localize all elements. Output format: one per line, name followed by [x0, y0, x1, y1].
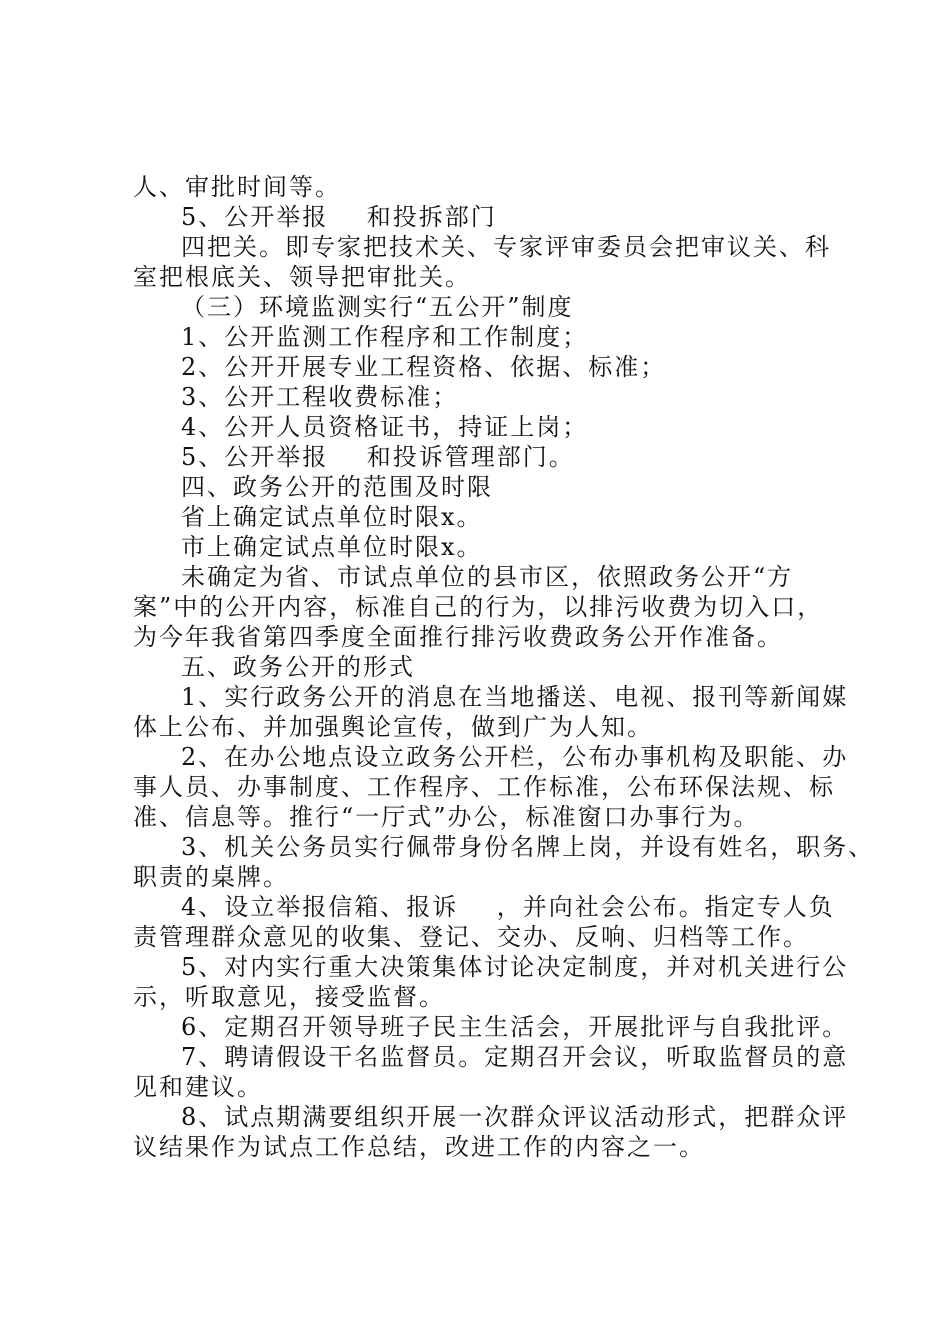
text-line: 体上公布、并加强舆论宣传，做到广为人知。	[133, 713, 653, 741]
text-line: 1、实行政务公开的消息在当地播送、电视、报刊等新闻媒	[181, 683, 849, 711]
text-line: 4、公开人员资格证书，持证上岗；	[181, 413, 589, 441]
text-line: 省上确定试点单位时限x。	[181, 503, 483, 531]
text-line: 4、设立举报信箱、报诉 ，并向社会公布。指定专人负	[181, 893, 835, 921]
text-line: 室把根底关、领导把审批关。	[133, 263, 471, 291]
text-line: （三）环境监测实行“五公开”制度	[181, 293, 574, 321]
text-line: 5、公开举报 和投拆部门	[181, 203, 497, 231]
text-line: 四把关。即专家把技术关、专家评审委员会把审议关、科	[181, 233, 831, 261]
text-line: 8、试点期满要组织开展一次群众评议活动形式，把群众评	[181, 1103, 849, 1131]
text-line: 3、机关公务员实行佩带身份名牌上岗，并设有姓名，职务、	[181, 833, 875, 861]
text-line: 准、信息等。推行“一厅式”办公，标准窗口办事行为。	[133, 803, 760, 831]
text-line: 7、聘请假设干名监督员。定期召开会议，听取监督员的意	[181, 1043, 849, 1071]
document-body	[133, 172, 875, 1162]
text-line: 议结果作为试点工作总结，改进工作的内容之一。	[133, 1133, 705, 1161]
text-line: 6、定期召开领导班子民主生活会，开展批评与自我批评。	[181, 1013, 849, 1041]
text-line: 责管理群众意见的收集、登记、交办、反响、归档等工作。	[133, 923, 809, 951]
text-line: 未确定为省、市试点单位的县市区，依照政务公开“方	[181, 563, 794, 591]
text-line: 人、审批时间等。	[133, 173, 341, 201]
text-line: 2、公开开展专业工程资格、依据、标准；	[181, 353, 667, 381]
text-line: 市上确定试点单位时限x。	[181, 533, 483, 561]
text-line: 事人员、办事制度、工作程序、工作标准，公布环保法规、标	[133, 773, 835, 801]
text-line: 5、对内实行重大决策集体讨论决定制度，并对机关进行公	[181, 953, 849, 981]
section-heading: 四、政务公开的范围及时限	[181, 473, 493, 501]
text-line: 3、公开工程收费标准；	[181, 383, 459, 411]
text-line: 2、在办公地点设立政务公开栏，公布办事机构及职能、办	[181, 743, 849, 771]
text-line: 1、公开监测工作程序和工作制度；	[181, 323, 589, 351]
section-heading: 五、政务公开的形式	[181, 653, 415, 681]
text-line: 示，听取意见，接受监督。	[133, 983, 445, 1011]
text-line: 案”中的公开内容，标准自己的行为，以排污收费为切入口，	[133, 593, 824, 621]
text-line: 职责的桌牌。	[133, 863, 289, 891]
text-line: 为今年我省第四季度全面推行排污收费政务公开作准备。	[133, 623, 783, 651]
text-line: 见和建议。	[133, 1073, 263, 1101]
text-line: 5、公开举报 和投诉管理部门。	[181, 443, 575, 471]
